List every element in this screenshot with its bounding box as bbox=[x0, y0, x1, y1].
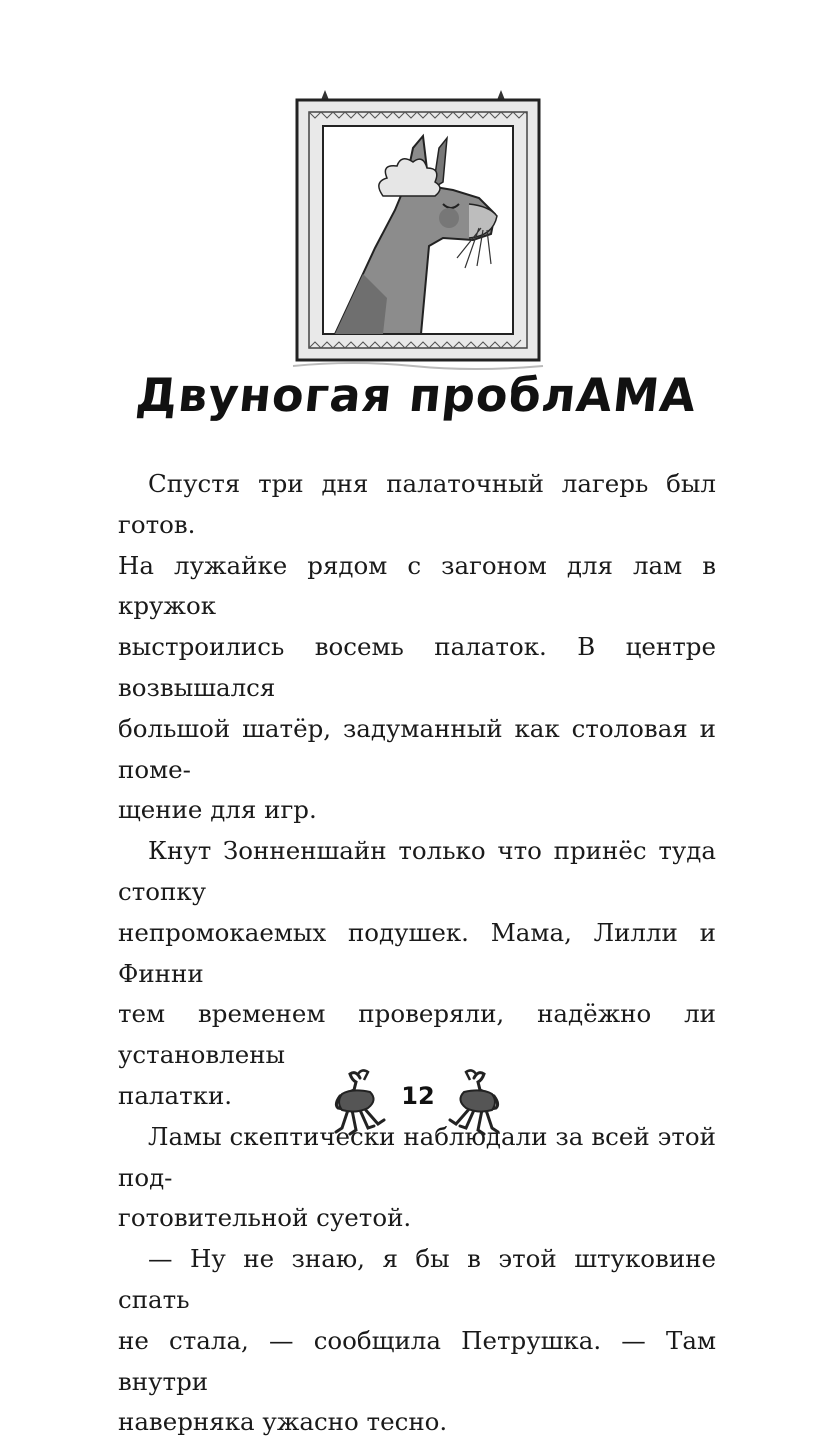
text-line: тем временем проверяли, надёжно ли установлены bbox=[118, 999, 716, 1070]
paragraph bbox=[118, 1239, 716, 1443]
text-line: щение для игр. bbox=[118, 795, 317, 825]
llama-doodle-icon bbox=[442, 1068, 504, 1140]
text-line: большой шатёр, задуманный как столовая и поме- bbox=[118, 713, 716, 784]
text-line: непромокаемых подушек. Мама, Лилли и Финни bbox=[118, 917, 716, 988]
chapter-title: Двуногая проблАМА bbox=[133, 368, 700, 422]
text-line: На лужайке рядом с загоном для лам в кружок bbox=[118, 550, 716, 621]
text-line: готовительной суетой. bbox=[118, 1203, 412, 1233]
chapter-body bbox=[118, 464, 716, 1443]
llama-portrait-icon bbox=[283, 78, 553, 378]
paragraph bbox=[118, 464, 716, 831]
page-footer bbox=[330, 1068, 505, 1140]
text-line: — Ну не знаю, я бы в этой штуковине спать bbox=[118, 1244, 716, 1314]
page-number: 12 bbox=[401, 1082, 435, 1110]
text-line: Ламы скептически наблюдали за всей этой под- bbox=[118, 1121, 716, 1192]
text-line: Спустя три дня палаточный лагерь был готов. bbox=[118, 469, 716, 539]
text-line: наверняка ужасно тесно. bbox=[118, 1407, 448, 1437]
llama-doodle-icon bbox=[330, 1068, 392, 1140]
text-line: выстроились восемь палаток. В центре возвышался bbox=[118, 632, 716, 702]
text-line: Кнут Зонненшайн только что принёс туда стопку bbox=[118, 836, 716, 906]
text-line: палатки. bbox=[118, 1080, 233, 1110]
text-line: не стала, — сообщила Петрушка. — Там внутри bbox=[118, 1325, 716, 1396]
